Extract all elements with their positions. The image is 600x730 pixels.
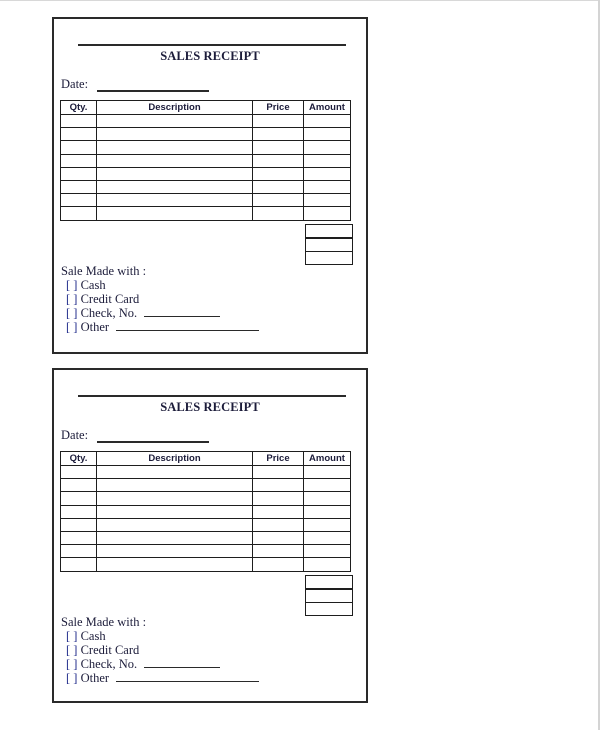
- checkbox-other[interactable]: [ ]: [66, 320, 78, 334]
- price-cell[interactable]: [253, 194, 304, 207]
- price-cell[interactable]: [253, 167, 304, 180]
- header-rule: [78, 395, 346, 397]
- payment-option-label: Other: [80, 671, 110, 685]
- checkbox-check[interactable]: [ ]: [66, 657, 78, 671]
- price-cell[interactable]: [253, 492, 304, 505]
- amount-cell[interactable]: [304, 115, 351, 128]
- checkbox-check[interactable]: [ ]: [66, 306, 78, 320]
- receipt-title: SALES RECEIPT: [160, 400, 260, 414]
- payment-option-credit-card[interactable]: [61, 643, 259, 657]
- description-cell[interactable]: [97, 531, 253, 544]
- qty-cell[interactable]: [61, 466, 97, 479]
- amount-cell[interactable]: [304, 141, 351, 154]
- description-cell[interactable]: [97, 492, 253, 505]
- description-cell[interactable]: [97, 479, 253, 492]
- payment-method-section: [61, 264, 259, 334]
- qty-cell[interactable]: [61, 194, 97, 207]
- qty-cell[interactable]: [61, 518, 97, 531]
- amount-cell[interactable]: [304, 505, 351, 518]
- table-row: [61, 141, 351, 154]
- table-row: [61, 531, 351, 544]
- column-header-amount: Amount: [304, 452, 351, 466]
- amount-cell[interactable]: [304, 128, 351, 141]
- payment-option-check[interactable]: [61, 306, 259, 320]
- description-cell[interactable]: [97, 518, 253, 531]
- total-field[interactable]: [305, 251, 353, 265]
- qty-cell[interactable]: [61, 180, 97, 193]
- description-cell[interactable]: [97, 207, 253, 220]
- column-header-amount: Amount: [304, 101, 351, 115]
- payment-option-other[interactable]: [61, 320, 259, 334]
- payment-option-credit-card[interactable]: [61, 292, 259, 306]
- amount-cell[interactable]: [304, 154, 351, 167]
- check-number-field[interactable]: [144, 667, 220, 669]
- qty-cell[interactable]: [61, 154, 97, 167]
- sales-receipt-1: [52, 17, 368, 354]
- description-cell[interactable]: [97, 545, 253, 558]
- date-field[interactable]: [97, 90, 209, 92]
- price-cell[interactable]: [253, 466, 304, 479]
- sales-receipt-2: [52, 368, 368, 703]
- amount-cell[interactable]: [304, 479, 351, 492]
- table-row: [61, 167, 351, 180]
- table-row: [61, 558, 351, 571]
- table-row: [61, 207, 351, 220]
- amount-cell[interactable]: [304, 194, 351, 207]
- items-table: [60, 451, 351, 572]
- checkbox-cash[interactable]: [ ]: [66, 629, 78, 643]
- other-method-field[interactable]: [116, 330, 259, 332]
- price-cell[interactable]: [253, 154, 304, 167]
- page-edge-top: [0, 0, 598, 1]
- column-header-description: Description: [97, 101, 253, 115]
- checkbox-cash[interactable]: [ ]: [66, 278, 78, 292]
- payment-option-label: Cash: [80, 629, 106, 643]
- payment-option-cash[interactable]: [61, 629, 259, 643]
- amount-cell[interactable]: [304, 180, 351, 193]
- qty-cell[interactable]: [61, 141, 97, 154]
- payment-option-check[interactable]: [61, 657, 259, 671]
- amount-cell[interactable]: [304, 167, 351, 180]
- qty-cell[interactable]: [61, 505, 97, 518]
- price-cell[interactable]: [253, 558, 304, 571]
- table-row: [61, 180, 351, 193]
- description-cell[interactable]: [97, 115, 253, 128]
- price-cell[interactable]: [253, 545, 304, 558]
- price-cell[interactable]: [253, 505, 304, 518]
- checkbox-credit-card[interactable]: [ ]: [66, 292, 78, 306]
- items-table: [60, 100, 351, 221]
- date-field[interactable]: [97, 441, 209, 443]
- tax-field[interactable]: [305, 589, 353, 603]
- table-header-row: [61, 101, 351, 115]
- table-row: [61, 479, 351, 492]
- payment-title: Sale Made with :: [61, 264, 147, 278]
- description-cell[interactable]: [97, 194, 253, 207]
- column-header-price: Price: [253, 452, 304, 466]
- description-cell[interactable]: [97, 466, 253, 479]
- price-cell[interactable]: [253, 518, 304, 531]
- amount-cell[interactable]: [304, 545, 351, 558]
- table-row: [61, 194, 351, 207]
- qty-cell[interactable]: [61, 531, 97, 544]
- payment-option-label: Check, No.: [80, 306, 138, 320]
- payment-title: Sale Made with :: [61, 615, 147, 629]
- table-header-row: [61, 452, 351, 466]
- date-row: [61, 428, 88, 443]
- column-header-price: Price: [253, 101, 304, 115]
- description-cell[interactable]: [97, 180, 253, 193]
- qty-cell[interactable]: [61, 207, 97, 220]
- tax-field[interactable]: [305, 238, 353, 252]
- amount-cell[interactable]: [304, 558, 351, 571]
- subtotal-field[interactable]: [305, 575, 353, 589]
- price-cell[interactable]: [253, 479, 304, 492]
- price-cell[interactable]: [253, 141, 304, 154]
- subtotal-field[interactable]: [305, 224, 353, 238]
- payment-option-label: Credit Card: [80, 292, 140, 306]
- header-rule: [78, 44, 346, 46]
- table-row: [61, 466, 351, 479]
- qty-cell[interactable]: [61, 115, 97, 128]
- amount-cell[interactable]: [304, 518, 351, 531]
- checkbox-credit-card[interactable]: [ ]: [66, 643, 78, 657]
- payment-option-label: Cash: [80, 278, 106, 292]
- date-label: Date:: [61, 428, 89, 442]
- table-row: [61, 505, 351, 518]
- column-header-qty: Qty.: [61, 452, 97, 466]
- receipt-title: SALES RECEIPT: [160, 49, 260, 63]
- table-row: [61, 154, 351, 167]
- payment-method-section: [61, 615, 259, 685]
- date-row: [61, 77, 88, 92]
- qty-cell[interactable]: [61, 558, 97, 571]
- table-row: [61, 492, 351, 505]
- qty-cell[interactable]: [61, 479, 97, 492]
- description-cell[interactable]: [97, 128, 253, 141]
- description-cell[interactable]: [97, 167, 253, 180]
- checkbox-other[interactable]: [ ]: [66, 671, 78, 685]
- table-row: [61, 115, 351, 128]
- table-row: [61, 545, 351, 558]
- payment-option-cash[interactable]: [61, 278, 259, 292]
- amount-cell[interactable]: [304, 492, 351, 505]
- price-cell[interactable]: [253, 207, 304, 220]
- description-cell[interactable]: [97, 141, 253, 154]
- price-cell[interactable]: [253, 128, 304, 141]
- payment-option-label: Credit Card: [80, 643, 140, 657]
- amount-cell[interactable]: [304, 466, 351, 479]
- qty-cell[interactable]: [61, 492, 97, 505]
- payment-option-label: Other: [80, 320, 110, 334]
- payment-option-label: Check, No.: [80, 657, 138, 671]
- qty-cell[interactable]: [61, 167, 97, 180]
- description-cell[interactable]: [97, 505, 253, 518]
- price-cell[interactable]: [253, 531, 304, 544]
- payment-option-other[interactable]: [61, 671, 259, 685]
- column-header-qty: Qty.: [61, 101, 97, 115]
- date-label: Date:: [61, 77, 89, 91]
- table-row: [61, 128, 351, 141]
- table-row: [61, 518, 351, 531]
- price-cell[interactable]: [253, 180, 304, 193]
- other-method-field[interactable]: [116, 681, 259, 683]
- check-number-field[interactable]: [144, 316, 220, 318]
- amount-cell[interactable]: [304, 207, 351, 220]
- description-cell[interactable]: [97, 154, 253, 167]
- qty-cell[interactable]: [61, 545, 97, 558]
- total-field[interactable]: [305, 602, 353, 616]
- description-cell[interactable]: [97, 558, 253, 571]
- amount-cell[interactable]: [304, 531, 351, 544]
- qty-cell[interactable]: [61, 128, 97, 141]
- column-header-description: Description: [97, 452, 253, 466]
- price-cell[interactable]: [253, 115, 304, 128]
